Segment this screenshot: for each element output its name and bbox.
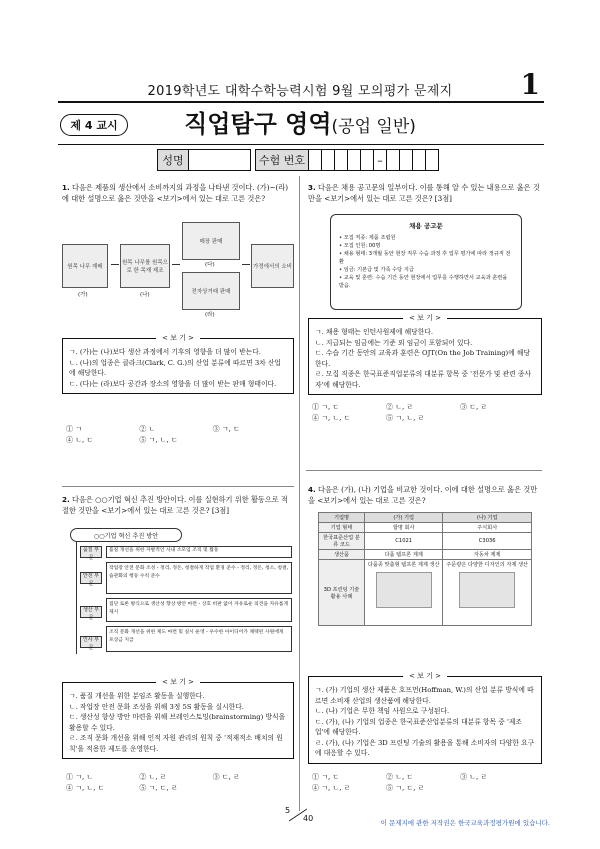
plan-tag-hr: 인사 부문 (80, 636, 102, 648)
copyright-notice: 이 문제지에 관한 저작권은 한국교육과정평가원에 있습니다. (380, 819, 550, 827)
q2-bogi-label: < 보 기 > (156, 677, 200, 688)
plan-tag-safety: 안전 부문 (80, 572, 102, 584)
table-cell: C3036 (443, 533, 532, 550)
q1-option-1[interactable]: ① ㄱ (66, 425, 82, 433)
table-cell (443, 560, 532, 626)
table-cell: 한국표준산업 분류 코드 (319, 533, 365, 550)
q2-number: 2. (62, 495, 70, 504)
q4-company-table (318, 512, 532, 626)
q3-bogi-item: ㄱ. 채용 형태는 인턴사원제에 해당한다. (315, 328, 434, 336)
q2-plan-figure (62, 526, 294, 676)
arrow-1 (111, 264, 119, 265)
q1-bogi-label: < 보 기 > (156, 333, 200, 344)
processing-image (120, 244, 170, 288)
q1-stem (62, 182, 292, 204)
table-row (319, 523, 532, 533)
table-cell: 주식회사 (443, 523, 532, 533)
q2-bogi-box (62, 678, 294, 759)
q1-option-2[interactable]: ② ㄴ (139, 425, 156, 433)
table-cell-text: 다품종 맞춤형 템프론 제제 생산 (367, 562, 440, 568)
q3-option-2[interactable]: ② ㄴ, ㄹ (386, 403, 414, 411)
name-exam-row (157, 149, 439, 171)
q4-stem (308, 484, 540, 506)
table-header-cell: (가) 기업 (365, 513, 443, 523)
table-cell: 3D 프린팅 기술 활용 사례 (319, 560, 365, 626)
q3-stem (308, 182, 540, 204)
q1-text: 다음은 제품의 생산에서 소비까지의 과정을 나타낸 것이다. (가)~(라)에 대한 설명으로 옳은 것만을 <보기>에서 있는 대로 고른 것은? (62, 183, 289, 203)
page-number: 1 (520, 68, 540, 101)
consumption-image (251, 244, 294, 288)
label-da: (다) (205, 262, 215, 268)
job-notice-item: • 모집 직종: 제품 조립원 (339, 235, 396, 241)
arrow-2 (172, 264, 180, 265)
exam-digit[interactable] (361, 149, 374, 171)
plan-tag-production: 생산 부문 (80, 606, 102, 618)
q2-option-1[interactable]: ① ㄱ, ㄴ (66, 773, 94, 781)
q4-options (312, 772, 534, 794)
q3-number: 3. (308, 183, 316, 192)
ski-product-image (376, 572, 432, 608)
table-cell: 기업 형태 (319, 523, 365, 533)
exam-digit[interactable] (309, 149, 322, 171)
label-na: (나) (140, 292, 150, 298)
q2-text: 다음은 ○○기업 혁신 추진 방안이다. 이를 실현하기 위한 활동으로 적절한 것만을 <보기>에서 있는 대로 고른 것은? [3점] (62, 495, 288, 515)
column-divider (299, 176, 300, 811)
subject-main: 직업탐구 영역 (184, 110, 332, 138)
consumption-caption: 가정에서의 소비 (253, 264, 292, 270)
q2-stem (62, 494, 292, 516)
exam-digit[interactable] (400, 149, 413, 171)
exam-digit[interactable] (322, 149, 335, 171)
q3-bogi-box (308, 314, 542, 395)
q1-bogi-item: ㄷ. (다)는 (라)보다 공간과 장소의 영향을 더 많이 받는 판매 형태이다. (69, 379, 277, 388)
table-cell: 생산품 (319, 550, 365, 560)
name-field[interactable] (189, 149, 251, 171)
page-total: 40 (303, 814, 314, 823)
page-current: 5 (285, 806, 291, 815)
table-cell: 다품 템프론 제제 (365, 550, 443, 560)
job-notice-item: • 모집 인원: 00명 (339, 243, 381, 249)
subject-sub: (공업 일반) (331, 117, 416, 137)
raw-material-caption: 원목 나무 재배 (67, 264, 103, 270)
exam-digit[interactable] (413, 149, 426, 171)
q1-bogi-item: ㄴ. (나)의 업종은 클라크(Clark, C. G.)의 산업 분류에 따르면 3차 산업에 해당한다. (69, 358, 281, 377)
plan-desc-safety: 작업장 안전 문화 조성 - 정리, 정돈, 청결하게 작업 환경 준수 - 정리, 정돈, 청소, 청결, 습관화의 행동 수칙 준수 (106, 562, 292, 594)
exam-title: 2019학년도 대학수학능력시험 9월 모의평가 문제지 (147, 84, 453, 99)
q2-options (66, 772, 286, 794)
plan-spine (76, 542, 77, 654)
q3-option-4[interactable]: ④ ㄱ, ㄴ, ㄷ (312, 414, 351, 422)
q3-bogi-item: ㄹ. 모집 직종은 한국표준직업분류의 대분류 항목 중 '전문가 및 관련 종사자'에 해당한다. (315, 370, 532, 389)
exam-digit[interactable] (335, 149, 348, 171)
q3-option-1[interactable]: ① ㄱ, ㄷ (312, 403, 340, 411)
raw-material-image (62, 244, 108, 288)
store-sale-caption: 매장 판매 (199, 239, 223, 245)
header-rule (58, 101, 544, 103)
q3-option-5[interactable]: ⑤ ㄱ, ㄴ, ㄹ (386, 414, 425, 422)
arrow-3 (242, 264, 250, 265)
processing-caption: 원목 나무를 원목으로 한 목재 제조 (121, 260, 168, 274)
plan-title: ○○기업 혁신 추진 방안 (70, 528, 182, 542)
plan-tag-quality: 품질 부문 (80, 546, 102, 558)
q2-bogi-item: ㄷ. 생산성 향상 방안 마련을 위해 브레인스토밍(brainstorming) 방식을 활용할 수 있다. (69, 713, 286, 732)
table-cell (365, 560, 443, 626)
label-ra: (라) (205, 312, 215, 318)
exam-digit[interactable] (387, 149, 400, 171)
q4-bogi-item: ㄷ. (가), (나) 기업의 업종은 한국표준산업분류의 대분류 항목 중 '제조업'에 해당한다. (315, 717, 522, 736)
job-notice-title: 채용 공고문 (409, 222, 443, 230)
period-badge: 제 4 교시 (60, 114, 128, 136)
plan-desc-hr: 조직 문화 개선을 위한 제도 마련 및 실시 운영 - 우수한 아이디어가 채택된 사원에게 포상금 지급 (106, 626, 292, 652)
q3-bogi-item: ㄴ. 지급되는 임금에는 기준 외 임금이 포함되어 있다. (315, 338, 473, 347)
exam-dash: – (374, 149, 387, 171)
q4-bogi-item: ㄴ. (나) 기업은 무한 책임 사원으로 구성된다. (315, 707, 450, 715)
store-sale-image (182, 222, 240, 260)
online-sale-image (182, 272, 240, 310)
table-header-cell: (나) 기업 (443, 513, 532, 523)
q3-text: 다음은 채용 공고문의 일부이다. 이를 통해 알 수 있는 내용으로 옳은 것만을 <보기>에서 있는 대로 고른 것은? [3점] (308, 183, 540, 203)
table-header-cell: 기업명 (319, 513, 365, 523)
job-notice (330, 214, 522, 310)
q3-option-3[interactable]: ③ ㄷ, ㄹ (460, 403, 488, 411)
q1-bogi-item: ㄱ. (가)는 (나)보다 생산 과정에서 기후의 영향을 더 많이 받는다. (69, 348, 261, 356)
q1-option-3[interactable]: ③ ㄱ, ㄷ (212, 425, 240, 433)
q3-bogi-label: < 보 기 > (403, 313, 447, 324)
q3-q4-separator (306, 470, 542, 471)
table-row (319, 560, 532, 626)
exam-digit[interactable] (426, 149, 439, 171)
q4-bogi-label: < 보 기 > (403, 671, 447, 682)
q1-options (66, 424, 286, 446)
q2-option-3[interactable]: ③ ㄷ, ㄹ (212, 773, 240, 781)
q3-options (312, 402, 534, 424)
q1-process-figure (62, 220, 294, 330)
subject-rule (58, 144, 544, 145)
q2-bogi-item: ㄴ. 작업장 안전 문화 조성을 위해 3정 5S 활동을 실시한다. (69, 702, 244, 711)
page-counter (275, 806, 325, 826)
q2-bogi-item: ㄹ. 조직 문화 개선을 위해 인적 자원 관리의 원칙 중 '적재적소 배치의 원칙'을 적용한 제도를 운영한다. (69, 734, 283, 753)
q4-option-1[interactable]: ① ㄱ, ㄷ (312, 773, 340, 781)
plan-desc-production: 집단 토론 방식으로 생산성 향상 방안 마련 - 상호 비판 없이 자유로운 의견을 자유롭게 제시 (106, 598, 292, 622)
q1-bogi-box (62, 334, 294, 394)
subject-title (0, 104, 600, 139)
q4-option-4[interactable]: ④ ㄱ, ㄴ, ㄹ (312, 784, 351, 792)
table-row (319, 533, 532, 550)
label-ga: (가) (78, 292, 88, 298)
table-row (319, 550, 532, 560)
car-product-image (459, 572, 515, 608)
q3-bogi-item: ㄷ. 수습 기간 동안의 교육과 훈련은 OJT(On the Job Training)에 해당한다. (315, 349, 531, 368)
q2-bogi-item: ㄱ. 품질 개선을 위한 분임조 활동을 실행한다. (69, 692, 205, 700)
q4-option-5[interactable]: ⑤ ㄱ, ㄷ, ㄹ (386, 784, 425, 792)
q2-option-4[interactable]: ④ ㄱ, ㄴ, ㄷ (66, 784, 105, 792)
q1-option-5[interactable]: ⑤ ㄱ, ㄴ, ㄷ (139, 436, 178, 444)
q1-q2-separator (62, 486, 294, 487)
q2-option-2[interactable]: ② ㄴ, ㄹ (139, 773, 167, 781)
q1-option-4[interactable]: ④ ㄴ, ㄷ (66, 436, 94, 444)
table-header-row (319, 513, 532, 523)
q4-option-3[interactable]: ③ ㄴ, ㄹ (460, 773, 488, 781)
q4-option-2[interactable]: ② ㄴ, ㄷ (386, 773, 414, 781)
online-sale-caption: 전자상거래 판매 (191, 289, 231, 295)
q4-number: 4. (308, 485, 316, 494)
table-cell: 합명 회사 (365, 523, 443, 533)
plan-desc-quality: 품질 개선을 위한 자발적인 사내 소모임 조직 및 활동 (106, 546, 292, 558)
q4-bogi-box (308, 672, 542, 764)
q4-text: 다음은 (가), (나) 기업을 비교한 것이다. 이에 대한 설명으로 옳은 것만을 <보기>에서 있는 대로 고른 것은? (308, 485, 538, 505)
name-label: 성명 (157, 149, 189, 171)
job-notice-item: • 교육 및 훈련: 수습 기간 동안 현장에서 업무를 수행하면서 교육과 훈련을 받음. (339, 275, 508, 289)
job-notice-item: • 채용 형태: 3개월 동안 현장 직무 수습 과정 후 업무 평가에 따라 정규직 전환 (339, 251, 511, 265)
table-cell: 자동차 제제 (443, 550, 532, 560)
q4-bogi-item: ㄹ. (가), (나) 기업은 3D 프린팅 기술의 활용을 통해 소비자의 다양한 요구에 대응할 수 있다. (315, 738, 535, 757)
table-cell: C1021 (365, 533, 443, 550)
job-notice-item: • 임금: 기본급 및 가족 수당 지급 (339, 267, 414, 273)
q2-option-5[interactable]: ⑤ ㄱ, ㄷ, ㄹ (139, 784, 178, 792)
exam-no-label: 수험 번호 (255, 149, 309, 171)
q4-bogi-item: ㄱ. (가) 기업의 생산 제품은 호프먼(Hoffman, W.)의 산업 분류 방식에 따르면 소비재 산업의 생산품에 해당한다. (315, 686, 534, 705)
exam-digit[interactable] (348, 149, 361, 171)
table-cell-text: 주문량은 다양한 디자인의 자제 생산 (446, 562, 529, 568)
q1-number: 1. (62, 183, 70, 192)
